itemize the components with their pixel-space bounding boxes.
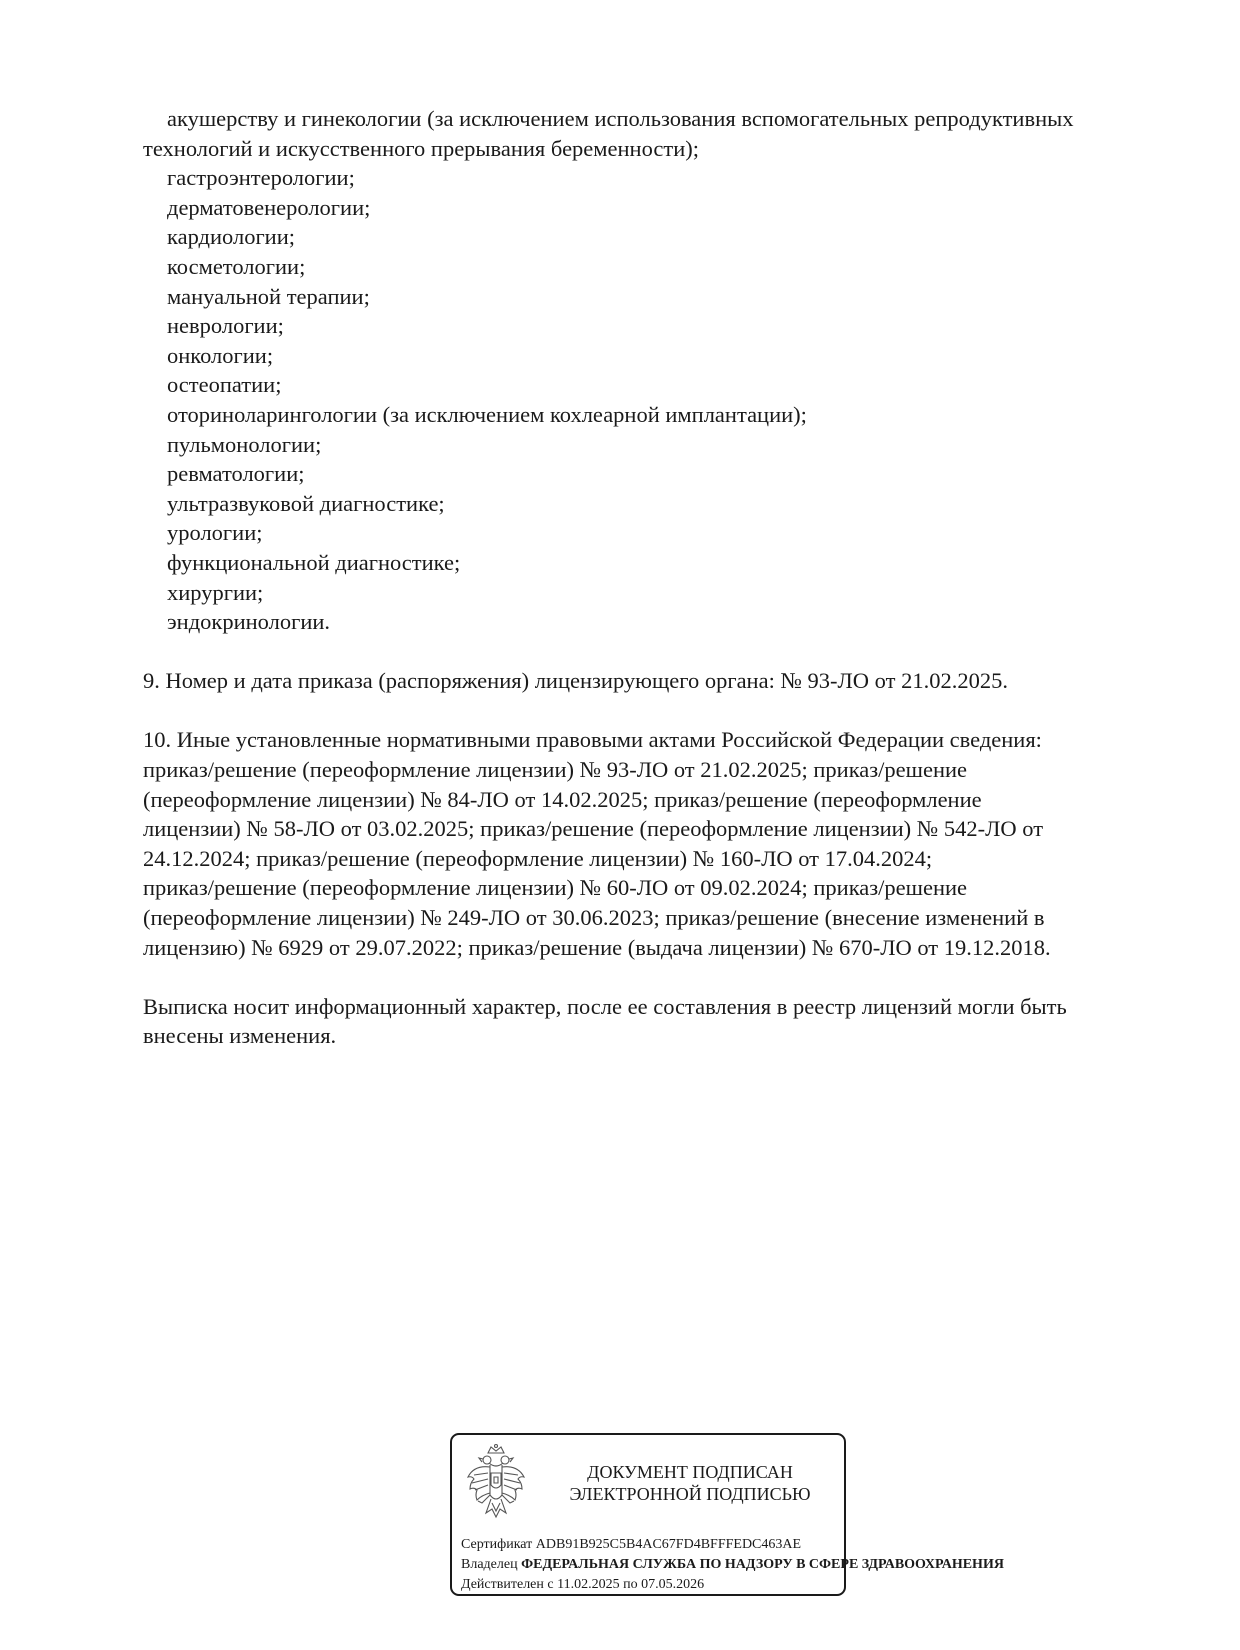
russian-coat-of-arms-icon [464, 1443, 528, 1525]
list-item: дерматовенерологии; [167, 194, 371, 220]
list-item: функциональной диагностике; [167, 549, 461, 575]
list-item: пульмонологии; [167, 431, 322, 457]
list-item: урологии; [167, 520, 263, 546]
section-10-line: лицензии) № 58-ЛО от 03.02.2025; приказ/решение (переоформление лицензии) № 542-ЛО от [143, 816, 1044, 842]
section-10-line: лицензию) № 6929 от 29.07.2022; приказ/решение (выдача лицензии) № 670-ЛО от 19.12.2018. [143, 934, 1051, 960]
document-body [143, 104, 1143, 1051]
list-item: ревматологии; [167, 461, 305, 487]
owner-value: ФЕДЕРАЛЬНАЯ СЛУЖБА ПО НАДЗОРУ В СФЕРЕ ЗДРАВООХРАНЕНИЯ [521, 1557, 1004, 1572]
certificate-line [461, 1535, 881, 1555]
section-10-line: 24.12.2024; приказ/решение (переоформление лицензии) № 160-ЛО от 17.04.2024; [143, 845, 933, 871]
owner-label: Владелец [461, 1557, 518, 1572]
list-item: кардиологии; [167, 224, 296, 250]
section-10-line: 10. Иные установленные нормативными правовыми актами Российской Федерации сведения: [143, 727, 1042, 753]
list-item: косметологии; [167, 253, 306, 279]
list-item: мануальной терапии; [167, 283, 370, 309]
section-10-line: (переоформление лицензии) № 84-ЛО от 14.02.2025; приказ/решение (переоформление [143, 786, 982, 812]
list-item: ультразвуковой диагностике; [167, 490, 445, 516]
paragraph-gap [143, 637, 1143, 667]
list-item: остеопатии; [167, 372, 282, 398]
list-item: гастроэнтерологии; [167, 165, 355, 191]
stamp-title-line: ДОКУМЕНТ ПОДПИСАН [587, 1462, 793, 1482]
certificate-value: ADB91B925C5B4AC67FD4BFFFEDC463AE [535, 1537, 802, 1552]
stamp-details [461, 1535, 1004, 1595]
section-10 [143, 725, 1143, 962]
paragraph-gap [143, 696, 1143, 726]
validity-line: Действителен с 11.02.2025 по 07.05.2026 [461, 1577, 705, 1592]
intro-line: акушерству и гинекологии (за исключением использования вспомогательных репродуктивных [167, 106, 1074, 131]
stamp-title-line: ЭЛЕКТРОННОЙ ПОДПИСЬЮ [569, 1484, 811, 1504]
stamp-title [544, 1461, 836, 1505]
section-9: 9. Номер и дата приказа (распоряжения) лицензирующего органа: № 93-ЛО от 21.02.2025. [143, 668, 1008, 694]
list-item: хирургии; [167, 579, 264, 605]
certificate-label: Сертификат [461, 1537, 533, 1552]
paragraph-gap [143, 962, 1143, 992]
list-item: оториноларингологии (за исключением кохлеарной имплантации); [167, 401, 807, 427]
owner-line [461, 1555, 1004, 1575]
notice-line: внесены изменения. [143, 1023, 337, 1049]
list-item: неврологии; [167, 313, 284, 339]
section-10-line: приказ/решение (переоформление лицензии) № 60-ЛО от 09.02.2024; приказ/решение [143, 875, 968, 901]
list-item: онкологии; [167, 342, 274, 368]
specialties-list [143, 163, 1143, 637]
signature-stamp [450, 1433, 1004, 1596]
notice-line: Выписка носит информационный характер, после ее составления в реестр лицензий могли быть [143, 993, 1067, 1019]
intro-line: технологий и искусственного прерывания беременности); [143, 135, 700, 161]
section-10-line: приказ/решение (переоформление лицензии) № 93-ЛО от 21.02.2025; приказ/решение [143, 757, 968, 783]
section-10-line: (переоформление лицензии) № 249-ЛО от 30.06.2023; приказ/решение (внесение изменений в [143, 905, 1045, 931]
list-item: эндокринологии. [167, 609, 331, 635]
